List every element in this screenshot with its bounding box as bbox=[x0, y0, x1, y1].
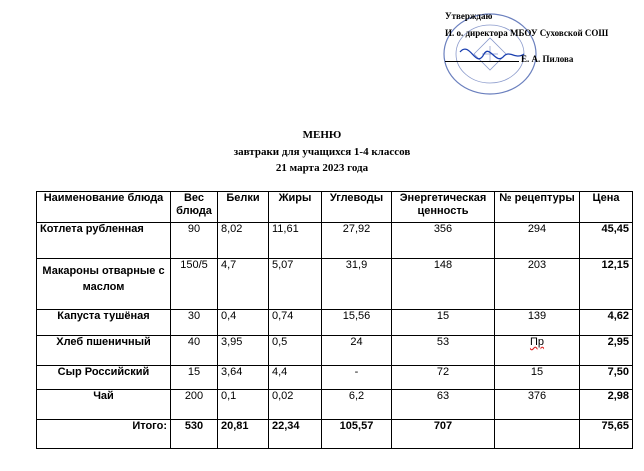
dish-fat: 5,07 bbox=[269, 259, 322, 310]
dish-name: Котлета рубленная bbox=[37, 223, 171, 259]
dish-carbs: 24 bbox=[322, 336, 392, 366]
column-header: № рецептуры bbox=[495, 192, 580, 223]
dish-carbs: - bbox=[322, 366, 392, 390]
dish-weight: 40 bbox=[171, 336, 218, 366]
dish-name: Капуста тушёная bbox=[37, 310, 171, 336]
dish-recipe: 15 bbox=[495, 366, 580, 390]
dish-weight: 30 bbox=[171, 310, 218, 336]
column-header: Цена bbox=[580, 192, 633, 223]
dish-weight: 200 bbox=[171, 390, 218, 420]
signature-underline bbox=[445, 53, 519, 62]
dish-fat: 11,61 bbox=[269, 223, 322, 259]
dish-recipe: 139 bbox=[495, 310, 580, 336]
approval-position: И. о. директора МБОУ Суховской СОШ bbox=[445, 28, 609, 38]
dish-price: 12,15 bbox=[580, 259, 633, 310]
total-price: 75,65 bbox=[580, 420, 633, 449]
approval-name: Е. А. Пилова bbox=[521, 54, 574, 64]
total-label: Итого: bbox=[37, 420, 171, 449]
dish-fat: 0,5 bbox=[269, 336, 322, 366]
column-header: Наименование блюда bbox=[37, 192, 171, 223]
dish-price: 4,62 bbox=[580, 310, 633, 336]
menu-date: 21 марта 2023 года bbox=[275, 162, 369, 174]
dish-energy: 72 bbox=[392, 366, 495, 390]
dish-price: 45,45 bbox=[580, 223, 633, 259]
dish-recipe: 376 bbox=[495, 390, 580, 420]
menu-subtitle: завтраки для учащихся 1-4 классов bbox=[233, 146, 411, 158]
column-header: Углеводы bbox=[322, 192, 392, 223]
menu-title: МЕНЮ bbox=[302, 129, 342, 141]
table-row bbox=[37, 310, 633, 336]
dish-name: Чай bbox=[37, 390, 171, 420]
dish-protein: 3,64 bbox=[218, 366, 269, 390]
table-row bbox=[37, 259, 633, 310]
column-header: Белки bbox=[218, 192, 269, 223]
table-row bbox=[37, 223, 633, 259]
table-header-row bbox=[37, 192, 633, 223]
dish-carbs: 31,9 bbox=[322, 259, 392, 310]
total-carbs: 105,57 bbox=[322, 420, 392, 449]
dish-fat: 0,74 bbox=[269, 310, 322, 336]
dish-fat: 0,02 bbox=[269, 390, 322, 420]
dish-energy: 15 bbox=[392, 310, 495, 336]
dish-carbs: 27,92 bbox=[322, 223, 392, 259]
dish-energy: 356 bbox=[392, 223, 495, 259]
dish-weight: 15 bbox=[171, 366, 218, 390]
dish-name: Сыр Российский bbox=[37, 366, 171, 390]
menu-table bbox=[36, 191, 633, 449]
total-weight: 530 bbox=[171, 420, 218, 449]
dish-protein: 3,95 bbox=[218, 336, 269, 366]
table-row bbox=[37, 390, 633, 420]
total-row bbox=[37, 420, 633, 449]
recipe-ref: Пр bbox=[529, 336, 545, 348]
dish-price: 7,50 bbox=[580, 366, 633, 390]
column-header: Энергетическая ценность bbox=[392, 192, 495, 223]
dish-carbs: 6,2 bbox=[322, 390, 392, 420]
dish-energy: 53 bbox=[392, 336, 495, 366]
dish-name: Хлеб пшеничный bbox=[37, 336, 171, 366]
total-protein: 20,81 bbox=[218, 420, 269, 449]
total-energy: 707 bbox=[392, 420, 495, 449]
column-header: Жиры bbox=[269, 192, 322, 223]
dish-energy: 63 bbox=[392, 390, 495, 420]
dish-price: 2,98 bbox=[580, 390, 633, 420]
dish-protein: 4,7 bbox=[218, 259, 269, 310]
dish-protein: 8,02 bbox=[218, 223, 269, 259]
dish-fat: 4,4 bbox=[269, 366, 322, 390]
total-fat: 22,34 bbox=[269, 420, 322, 449]
dish-name: Макароны отварные с маслом bbox=[37, 259, 171, 310]
dish-recipe bbox=[495, 336, 580, 366]
dish-weight: 90 bbox=[171, 223, 218, 259]
dish-energy: 148 bbox=[392, 259, 495, 310]
dish-price: 2,95 bbox=[580, 336, 633, 366]
approval-signature-line bbox=[445, 53, 573, 64]
dish-protein: 0,1 bbox=[218, 390, 269, 420]
table-row bbox=[37, 366, 633, 390]
dish-carbs: 15,56 bbox=[322, 310, 392, 336]
dish-weight: 150/5 bbox=[171, 259, 218, 310]
total-recipe bbox=[495, 420, 580, 449]
dish-recipe: 294 bbox=[495, 223, 580, 259]
dish-protein: 0,4 bbox=[218, 310, 269, 336]
dish-recipe: 203 bbox=[495, 259, 580, 310]
table-row bbox=[37, 336, 633, 366]
approval-title: Утверждаю bbox=[445, 11, 493, 21]
column-header: Вес блюда bbox=[171, 192, 218, 223]
